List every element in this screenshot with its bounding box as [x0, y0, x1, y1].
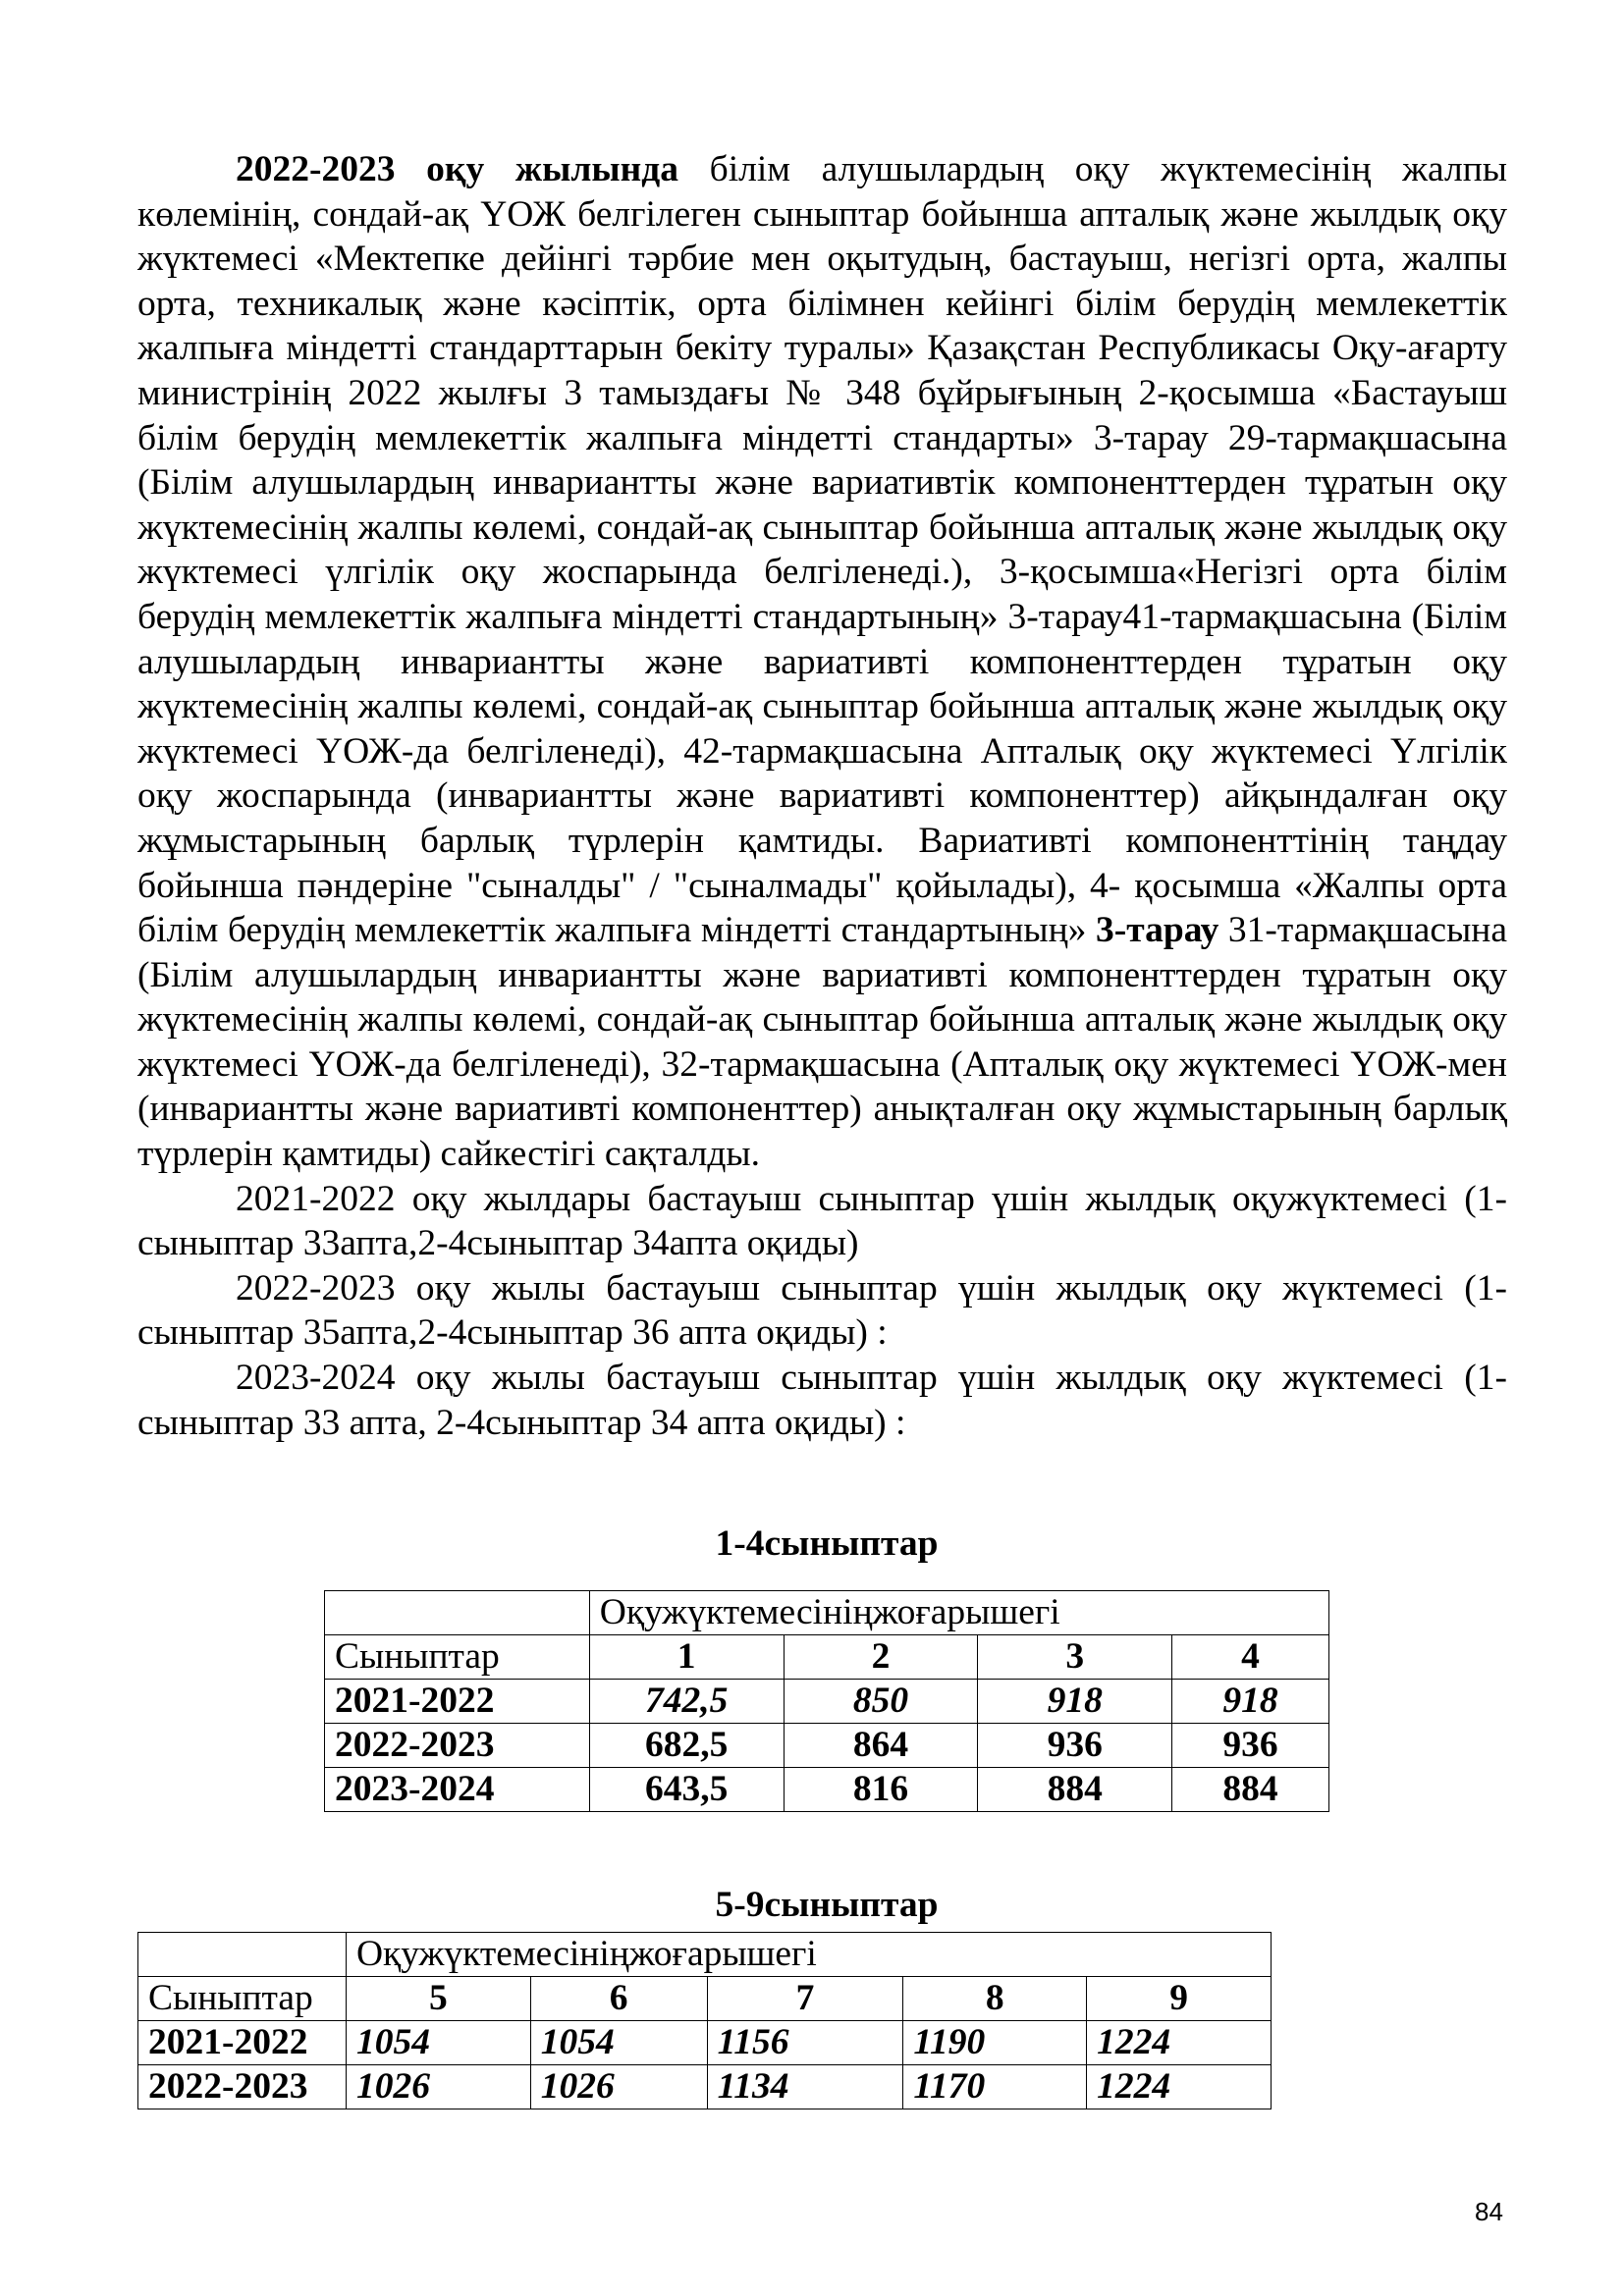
page-number: 84: [1475, 2197, 1503, 2226]
table1-year: 2021-2022: [325, 1680, 590, 1724]
table-row: [138, 2065, 1272, 2109]
table1-cell: 850: [784, 1680, 978, 1724]
table1-cell: 936: [978, 1724, 1172, 1768]
table1-cell: 643,5: [589, 1768, 784, 1812]
table-row: [138, 1977, 1272, 2021]
table1-cell: 936: [1172, 1724, 1329, 1768]
table2-cell: 1026: [530, 2065, 707, 2109]
table2-cell: 1156: [707, 2021, 903, 2065]
paragraph-2021-2022: 2021-2022 оқу жылдары бастауыш сыныптар үшін жылдық оқужүктемесі (1-сыныптар 33апта,2-4сыныптар 34апта оқиды): [137, 1178, 1507, 1264]
table-row: [138, 1933, 1272, 1977]
table1-title: 1-4сыныптар: [715, 1523, 939, 1564]
table2-col-header: 9: [1087, 1977, 1272, 2021]
table2-col-header: 8: [903, 1977, 1087, 2021]
table-row: [325, 1635, 1329, 1680]
table2-col-header: 7: [707, 1977, 903, 2021]
table-row: [325, 1768, 1329, 1812]
table-row: [325, 1680, 1329, 1724]
table2-cell: 1224: [1087, 2065, 1272, 2109]
table2: [137, 1932, 1272, 2109]
table1-cell: 918: [978, 1680, 1172, 1724]
paragraph-2023-2024: 2023-2024 оқу жылы бастауыш сыныптар үшін жылдық оқу жүктемесі (1-сыныптар 33 апта, 2-4сыныптар 34 апта оқиды) :: [137, 1358, 1507, 1443]
table2-cell: 1026: [346, 2065, 530, 2109]
table1-cell: 816: [784, 1768, 978, 1812]
table2-cell: 1170: [903, 2065, 1087, 2109]
table1-cell: 682,5: [589, 1724, 784, 1768]
paragraph-bold-section: 3-тарау: [1096, 910, 1219, 951]
table-row: [325, 1724, 1329, 1768]
table1-year: 2022-2023: [325, 1724, 590, 1768]
table1-col-header: 4: [1172, 1635, 1329, 1680]
table1-col-header: 3: [978, 1635, 1172, 1680]
paragraph-text-a: білім алушылардың оқу жүктемесінің жалпы көлемінің, сондай-ақ ҮОЖ белгілеген сыныптар бойынша апталық және жылдық оқу жүктемесі «Мектепке дейінгі тәрбие мен оқытудың, бастауыш, негізгі орта, жалпы орта, техникалық және кәсіптік, орта білімнен кейінгі білім берудің мемлекеттік жалпыға міндетті стандарттарын бекіту туралы» Қазақстан Республикасы Оқу-ағарту министрінің 2022 жылғы 3 тамыздағы № 348 бұйрығының 2-қосымша «Бастауыш білім берудің мемлекеттік жалпыға міндетті стандарты» 3-тарау 29-тармақшасына (Білім алушылардың инвариантты және вариативтік компоненттерден тұратын оқу жүктемесінің жалпы көлемі, сондай-ақ сыныптар бойынша апталық және жылдық оқу жүктемесі үлгілік оқу жоспарында белгіленеді.), 3-қосымша«Негізгі орта білім берудің мемлекеттік жалпыға міндетті стандартының» 3-тарау41-тармақшасына (Білім алушылардың инвариантты және вариативті компоненттерден тұратын оқу жүктемесінің жалпы көлемі, сондай-ақ сыныптар бойынша апталық және жылдық оқу жүктемесі ҮОЖ-да белгіленеді), 42-тармақшасына Апталық оқу жүктемесі Үлгілік оқу жоспарында (инвариантты және вариативті компоненттер) айқындалған оқу жұмыстарының барлық түрлерін қамтиды. Вариативті компоненттінің таңдау бойынша пәндеріне "сыналды" / "сыналмады" қойылады), 4- қосымша «Жалпы орта білім берудің мемлекеттік жалпыға міндетті стандартының»: [137, 149, 1508, 951]
table1-cell: 884: [1172, 1768, 1329, 1812]
table2-cell: 1054: [346, 2021, 530, 2065]
table-cell-empty: [325, 1591, 590, 1635]
table2-group-header: Оқужүктемесініңжоғарышегі: [346, 1933, 1271, 1977]
table2-year: 2022-2023: [138, 2065, 347, 2109]
table-row: [325, 1591, 1329, 1635]
table1-year: 2023-2024: [325, 1768, 590, 1812]
table-cell-empty: [138, 1933, 347, 1977]
table1-col-header: 1: [589, 1635, 784, 1680]
table-row: [138, 2021, 1272, 2065]
table1-group-header: Оқужүктемесініңжоғарышегі: [589, 1591, 1328, 1635]
paragraph-2022-2023: 2022-2023 оқу жылы бастауыш сыныптар үшін жылдық оқу жүктемесі (1-сыныптар 35апта,2-4сыныптар 36 апта оқиды) :: [137, 1267, 1507, 1354]
table2-cell: 1190: [903, 2021, 1087, 2065]
table2-year: 2021-2022: [138, 2021, 347, 2065]
document-body: [137, 147, 1507, 1445]
table2-cell: 1224: [1087, 2021, 1272, 2065]
paragraph-lead-bold: 2022-2023 оқу жылында: [236, 149, 679, 189]
table1-cell: 918: [1172, 1680, 1329, 1724]
paragraph-text-b: 31-тармақшасына (Білім алушылардың инвариантты және вариативті компоненттерден тұратын оқу жүктемесінің жалпы көлемі, сондай-ақ сыныптар бойынша апталық және жылдық оқу жүктемесі ҮОЖ-да белгіленеді), 32-тармақшасына (Апталық оқу жүктемесі ҮОЖ-мен (инвариантты және вариативті компоненттер) анықталған оқу жұмыстарының барлық түрлерін қамтиды) сайкестігі сақталды.: [137, 910, 1507, 1175]
table1-row-header: Сыныптар: [325, 1635, 590, 1680]
paragraph-main: [137, 147, 1507, 1177]
table2-cell: 1134: [707, 2065, 903, 2109]
table1-cell: 864: [784, 1724, 978, 1768]
table2-col-header: 6: [530, 1977, 707, 2021]
table2-row-header: Сыныптар: [138, 1977, 347, 2021]
table2-col-header: 5: [346, 1977, 530, 2021]
table1-cell: 884: [978, 1768, 1172, 1812]
table1-cell: 742,5: [589, 1680, 784, 1724]
table2-title: 5-9сыныптар: [715, 1885, 939, 1925]
table1-col-header: 2: [784, 1635, 978, 1680]
table2-cell: 1054: [530, 2021, 707, 2065]
table1: [324, 1590, 1329, 1812]
